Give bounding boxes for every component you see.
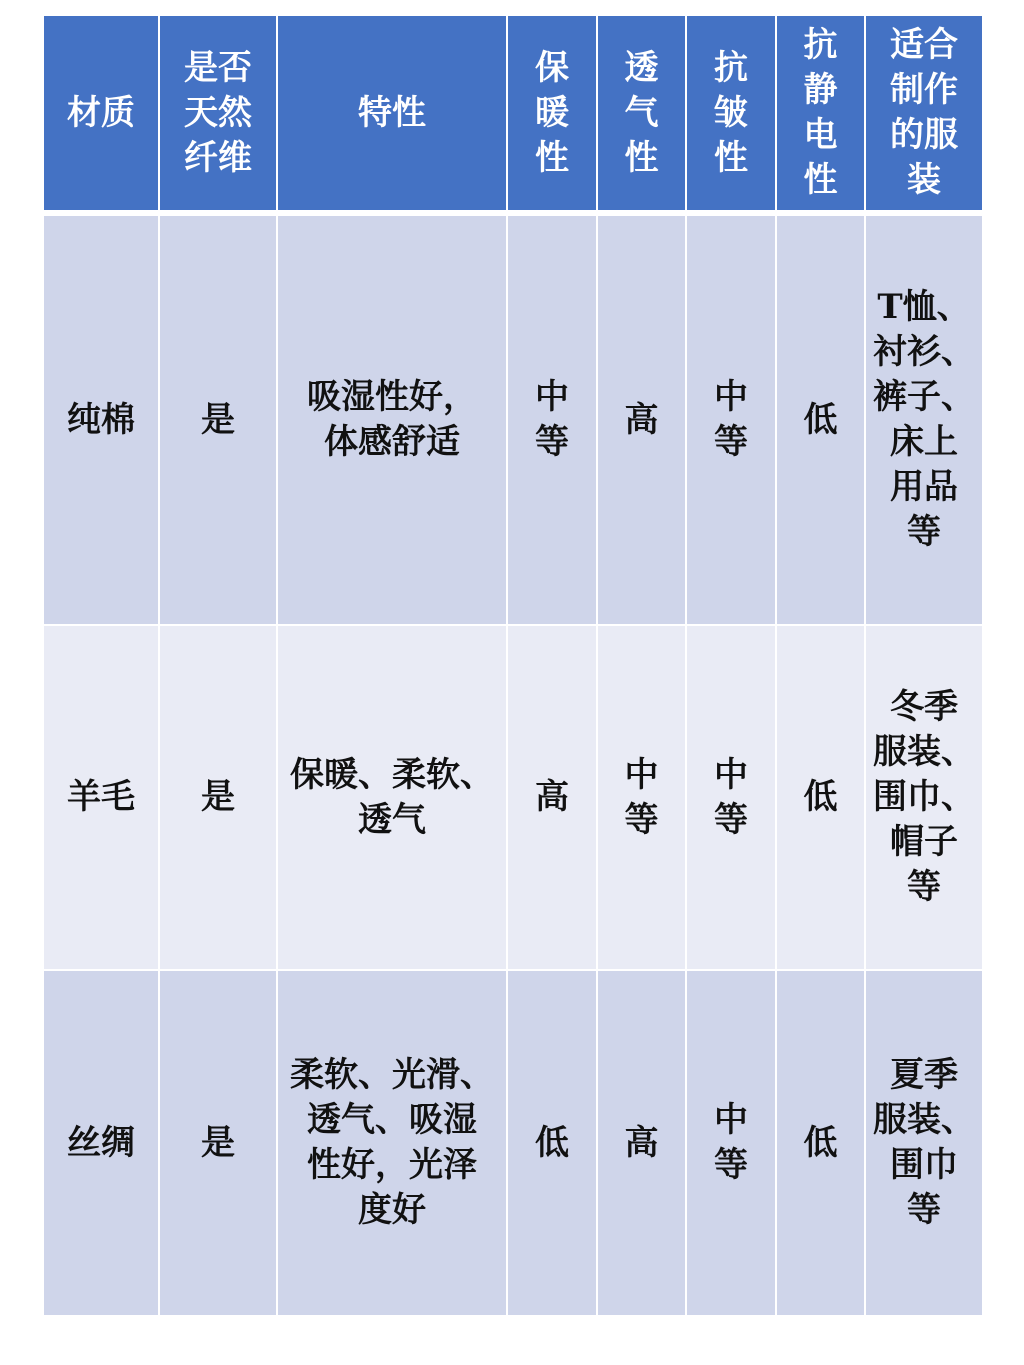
cell-properties: 柔软、光滑、 透气、吸湿 性好，光泽 度好	[277, 970, 507, 1316]
cell-antistatic: 低	[776, 213, 865, 625]
cell-properties: 吸湿性好， 体感舒适	[277, 213, 507, 625]
cell-natural-fiber: 是	[159, 625, 277, 970]
cell-breathability: 高	[597, 970, 686, 1316]
cell-warmth: 高	[507, 625, 597, 970]
cell-breathability: 高	[597, 213, 686, 625]
table-body	[43, 213, 983, 1316]
cell-natural-fiber: 是	[159, 970, 277, 1316]
header-suitable-garments: 适合 制作 的服 装	[865, 15, 983, 213]
cell-breathability: 中 等	[597, 625, 686, 970]
cell-natural-fiber: 是	[159, 213, 277, 625]
cell-suitable-garments: 夏季 服装、 围巾 等	[865, 970, 983, 1316]
header-material: 材质	[43, 15, 159, 213]
table-header	[43, 15, 983, 213]
table-row	[43, 970, 983, 1316]
header-natural-fiber: 是否 天然 纤维	[159, 15, 277, 213]
header-breathability: 透 气 性	[597, 15, 686, 213]
cell-material: 纯棉	[43, 213, 159, 625]
cell-material: 羊毛	[43, 625, 159, 970]
header-row	[43, 15, 983, 213]
header-warmth: 保 暖 性	[507, 15, 597, 213]
table-row	[43, 625, 983, 970]
header-antistatic: 抗 静 电 性	[776, 15, 865, 213]
cell-antistatic: 低	[776, 970, 865, 1316]
header-properties: 特性	[277, 15, 507, 213]
cell-wrinkle-resistance: 中 等	[686, 625, 776, 970]
cell-material: 丝绸	[43, 970, 159, 1316]
header-wrinkle-resistance: 抗 皱 性	[686, 15, 776, 213]
cell-warmth: 中 等	[507, 213, 597, 625]
cell-suitable-garments: T恤、 衬衫、 裤子、 床上 用品 等	[865, 213, 983, 625]
cell-suitable-garments: 冬季 服装、 围巾、 帽子 等	[865, 625, 983, 970]
cell-wrinkle-resistance: 中 等	[686, 213, 776, 625]
cell-antistatic: 低	[776, 625, 865, 970]
fabric-comparison-table-container	[42, 14, 982, 1317]
fabric-comparison-table	[42, 14, 984, 1317]
cell-properties: 保暖、柔软、 透气	[277, 625, 507, 970]
table-row	[43, 213, 983, 625]
cell-wrinkle-resistance: 中 等	[686, 970, 776, 1316]
cell-warmth: 低	[507, 970, 597, 1316]
